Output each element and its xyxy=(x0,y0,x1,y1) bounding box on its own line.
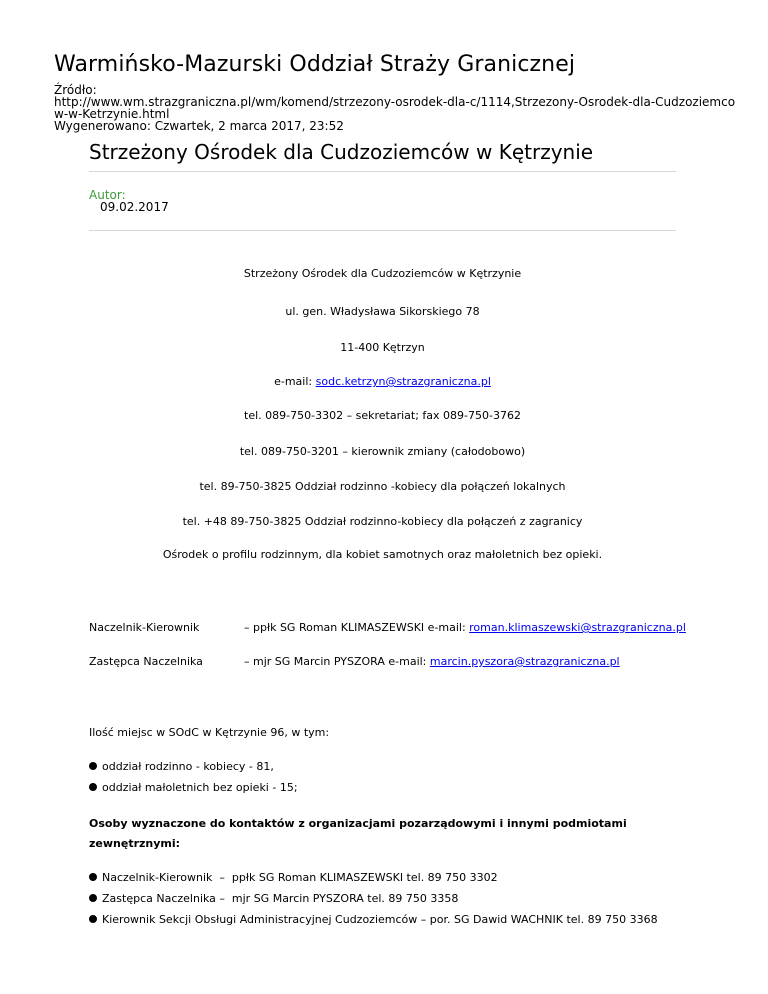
contact-name: Strzeżony Ośrodek dla Cudzoziemców w Kętrzynie xyxy=(243,267,522,280)
list-item: oddział rodzinno - kobiecy - 81, xyxy=(89,760,274,773)
staff-role-2: Zastępca Naczelnika xyxy=(89,655,203,668)
staff-row-1 xyxy=(244,621,686,634)
bullet-icon xyxy=(89,762,97,770)
contact-street: ul. gen. Władysława Sikorskiego 78 xyxy=(285,305,480,318)
contact-email-line xyxy=(89,375,676,388)
list-item: Zastępca Naczelnika – mjr SG Marcin PYSZORA tel. 89 750 3358 xyxy=(89,892,458,905)
generated-timestamp: Wygenerowano: Czwartek, 2 marca 2017, 23:52 xyxy=(54,119,344,133)
bullet-icon xyxy=(89,915,97,923)
ngo-heading-line-2: zewnętrznymi: xyxy=(89,837,181,850)
divider-bottom xyxy=(89,230,676,231)
author-label: Autor: xyxy=(89,188,126,202)
source-url-line-2: w-w-Ketrzynie.html xyxy=(54,107,170,121)
contact-profile: Ośrodek o profilu rodzinnym, dla kobiet samotnych oraz małoletnich bez opieki. xyxy=(162,548,603,561)
contact-tel-4: tel. +48 89-750-3825 Oddział rodzinno-kobiecy dla połączeń z zagranicy xyxy=(182,515,583,528)
staff-row-2 xyxy=(244,655,620,668)
contact-email-link[interactable]: sodc.ketrzyn@strazgraniczna.pl xyxy=(315,375,491,388)
bullet-icon xyxy=(89,873,97,881)
ngo-heading-line-1: Osoby wyznaczone do kontaktów z organizacjami pozarządowymi i innymi podmiotami xyxy=(89,817,627,830)
staff-text-2: – mjr SG Marcin PYSZORA e-mail: xyxy=(244,655,430,668)
staff-text-1: – ppłk SG Roman KLIMASZEWSKI e-mail: xyxy=(244,621,470,634)
divider-top xyxy=(89,171,676,172)
contact-tel-3: tel. 89-750-3825 Oddział rodzinno -kobiecy dla połączeń lokalnych xyxy=(199,480,566,493)
contact-tel-2: tel. 089-750-3201 – kierownik zmiany (całodobowo) xyxy=(239,445,526,458)
article-date: 09.02.2017 xyxy=(100,200,169,214)
bullet-icon xyxy=(89,783,97,791)
contact-city: 11-400 Kętrzyn xyxy=(340,341,425,354)
bullet-icon xyxy=(89,894,97,902)
capacity-intro: Ilość miejsc w SOdC w Kętrzynie 96, w tym: xyxy=(89,726,330,739)
document-meta xyxy=(54,84,754,132)
staff-email-link-1[interactable]: roman.klimaszewski@strazgraniczna.pl xyxy=(469,621,686,634)
list-item: Naczelnik-Kierownik – ppłk SG Roman KLIMASZEWSKI tel. 89 750 3302 xyxy=(89,871,498,884)
source-url-line-1: http://www.wm.strazgraniczna.pl/wm/komend/strzezony-osrodek-dla-c/1114,Strzezony-Osrodek-dla-Cudzoziemco xyxy=(54,95,736,109)
staff-role-1: Naczelnik-Kierownik xyxy=(89,621,200,634)
list-item: Kierownik Sekcji Obsługi Administracyjnej Cudzoziemców – por. SG Dawid WACHNIK tel. 89 750 3368 xyxy=(89,913,658,926)
contact-tel-1: tel. 089-750-3302 – sekretariat; fax 089-750-3762 xyxy=(244,409,521,422)
site-title: Warmińsko-Mazurski Oddział Straży Granicznej xyxy=(54,52,576,77)
contact-email-prefix: e-mail: xyxy=(274,375,316,388)
source-label: Źródło: xyxy=(54,83,97,97)
article-title: Strzeżony Ośrodek dla Cudzoziemców w Kętrzynie xyxy=(89,140,594,164)
list-item: oddział małoletnich bez opieki - 15; xyxy=(89,781,298,794)
staff-email-link-2[interactable]: marcin.pyszora@strazgraniczna.pl xyxy=(429,655,620,668)
